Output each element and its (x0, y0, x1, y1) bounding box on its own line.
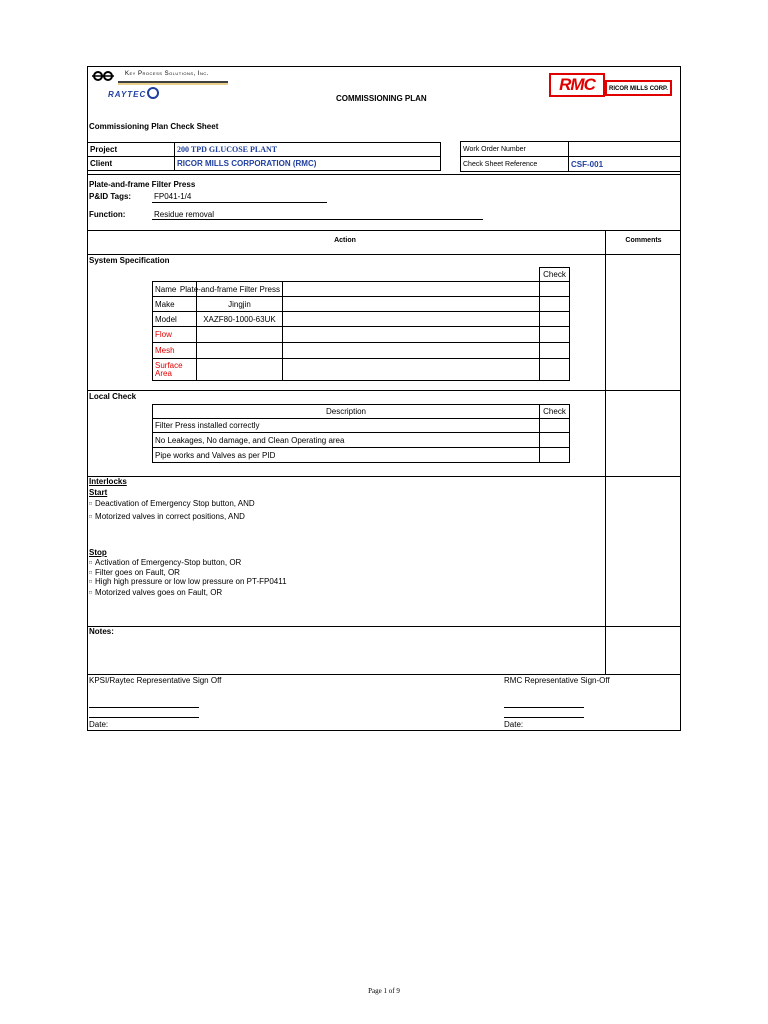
start-item-1: □ Deactivation of Emergency Stop button, AND (89, 499, 255, 508)
divider-action-top (87, 230, 681, 231)
local-check-1[interactable] (540, 419, 570, 433)
kpsi-signoff-label: KPSI/Raytec Representative Sign Off (89, 676, 222, 685)
comments-header: Comments (625, 237, 662, 244)
notes-label: Notes: (89, 627, 114, 636)
spec-value-surface-area (196, 359, 282, 381)
spec-check-flow[interactable] (540, 327, 570, 343)
spec-check-surface-area[interactable] (540, 359, 570, 381)
local-row-1: Filter Press installed correctly (153, 419, 540, 433)
spec-value-model: XAZF80-1000-63UK (196, 312, 282, 327)
spec-label-surface-area: Surface Area (153, 359, 197, 381)
spec-check-header: Check (540, 268, 570, 282)
project-label: Project (88, 143, 175, 157)
comments-column-divider (605, 230, 606, 675)
local-check-heading: Local Check (89, 392, 137, 401)
spec-check-mesh[interactable] (540, 343, 570, 359)
action-header: Action (334, 237, 356, 244)
kps-name: Key Process Solutions, Inc. (125, 71, 209, 77)
stop-item-4: □ Motorized valves goes on Fault, OR (89, 588, 222, 597)
spec-label-flow: Flow (153, 327, 197, 343)
rmc-name-line[interactable] (504, 717, 584, 718)
spec-value-name: Plate-and-frame Filter Press (196, 282, 282, 297)
rmc-signature-line[interactable] (504, 707, 584, 708)
spec-value-mesh (196, 343, 282, 359)
local-row-3: Pipe works and Valves as per PID (153, 448, 540, 463)
sheet-title: Commissioning Plan Check Sheet (89, 122, 219, 131)
work-order-label: Work Order Number (461, 142, 569, 157)
raytec-name: RAYTEC (108, 90, 147, 99)
local-check-3[interactable] (540, 448, 570, 463)
check-sheet-ref-value: CSF-001 (569, 157, 681, 172)
client-value: RICOR MILLS CORPORATION (RMC) (175, 157, 441, 171)
stop-item-2: □ Filter goes on Fault, OR (89, 568, 180, 577)
local-check-2[interactable] (540, 433, 570, 448)
function-label: Function: (89, 210, 126, 219)
spec-value-make: Jingjin (196, 297, 282, 312)
spec-check-make[interactable] (540, 297, 570, 312)
work-order-table (460, 141, 681, 172)
divider-local-check (87, 390, 681, 391)
client-label: Client (88, 157, 175, 171)
local-row-2: No Leakages, No damage, and Clean Operating area (153, 433, 540, 448)
kpsi-date-label: Date: (89, 720, 109, 729)
local-check-header: Check (540, 405, 570, 419)
spec-check-name[interactable] (540, 282, 570, 297)
spec-value-flow (196, 327, 282, 343)
pid-tags-label: P&ID Tags: (89, 192, 132, 201)
stop-item-1: □ Activation of Emergency-Stop button, OR (89, 558, 241, 567)
pid-tags-value: FP041-1/4 (154, 192, 192, 201)
rmc-signoff-label: RMC Representative Sign-Off (504, 676, 610, 685)
stop-heading: Stop (89, 548, 107, 557)
rmc-date-label: Date: (504, 720, 524, 729)
pid-tags-underline (152, 202, 327, 203)
spec-label-make: Make (153, 297, 197, 312)
kpsi-name-line[interactable] (89, 717, 199, 718)
equipment-name: Plate-and-frame Filter Press (89, 180, 196, 189)
check-sheet-ref-label: Check Sheet Reference (461, 157, 569, 172)
local-check-table (152, 404, 570, 463)
work-order-value (569, 142, 681, 157)
divider-notes (87, 626, 681, 627)
project-value: 200 TPD GLUCOSE PLANT (175, 143, 441, 157)
rmc-logo (549, 73, 605, 97)
stop-item-3: □ High high pressure or low low pressure on PT-FP0411 (89, 577, 287, 586)
system-spec-heading: System Specification (89, 256, 170, 265)
function-value: Residue removal (154, 210, 215, 219)
function-underline (152, 219, 483, 220)
kpsi-signature-line[interactable] (89, 707, 199, 708)
spec-label-model: Model (153, 312, 197, 327)
spec-check-model[interactable] (540, 312, 570, 327)
spec-label-mesh: Mesh (153, 343, 197, 359)
divider-interlocks (87, 476, 681, 477)
divider-signoff (87, 674, 681, 675)
rmc-name-box (605, 80, 672, 96)
local-desc-header: Description (153, 405, 540, 419)
divider-info (87, 174, 681, 175)
rmc-name: RICOR MILLS CORP. (609, 86, 668, 92)
system-spec-table (152, 267, 570, 381)
page-number: Page 1 of 9 (368, 987, 400, 995)
spec-label-name: Name (153, 282, 197, 297)
interlocks-heading: Interlocks (89, 477, 127, 486)
project-info-table (87, 142, 441, 171)
start-item-2: □ Motorized valves in correct positions, AND (89, 512, 245, 521)
page-title: COMMISSIONING PLAN (336, 94, 427, 103)
start-heading: Start (89, 488, 108, 497)
rmc-logo-text: RMC (559, 75, 595, 94)
divider-action-bottom (87, 254, 681, 255)
